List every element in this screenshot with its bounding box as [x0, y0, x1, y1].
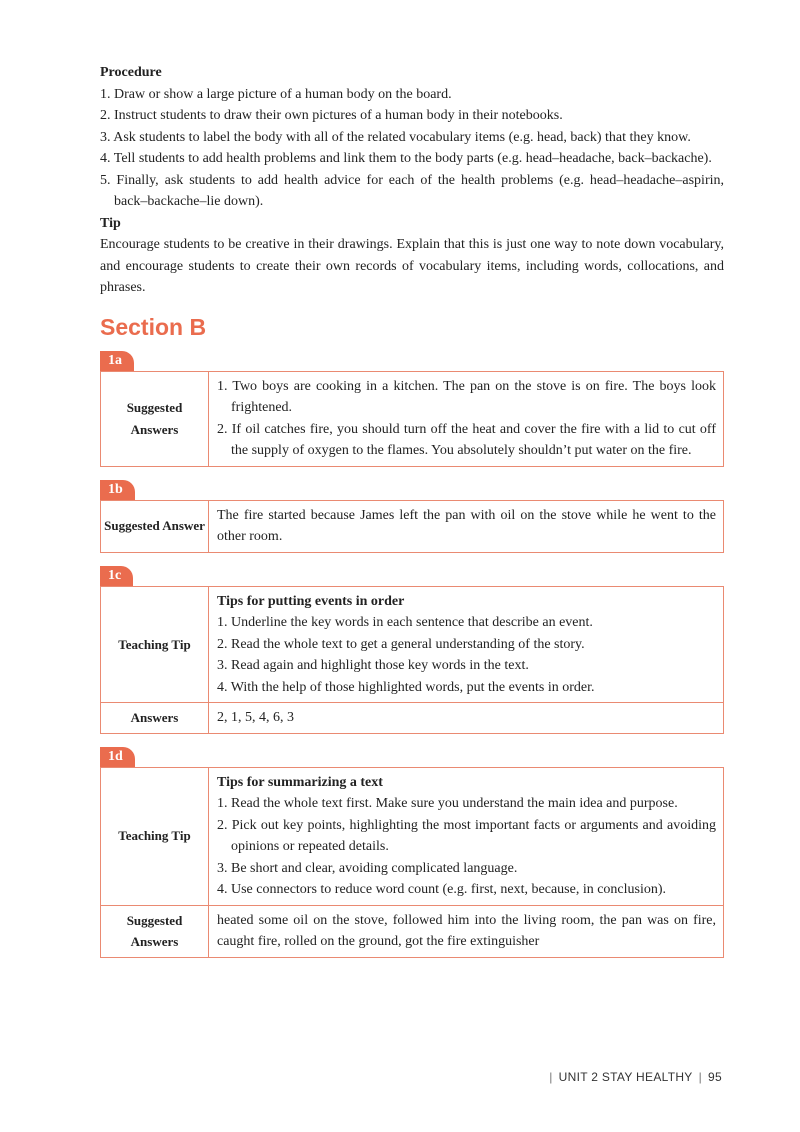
- page-number: 95: [708, 1070, 722, 1084]
- procedure-item: 5. Finally, ask students to add health advice for each of the health problems (e.g. head–headache–aspirin, back–backache–lie down).: [100, 172, 724, 209]
- row-label: Suggested Answer: [101, 500, 209, 552]
- exercise-1b: [100, 480, 724, 553]
- exercise-1a: [100, 351, 724, 467]
- row-content: heated some oil on the stove, followed him into the living room, the pan was on fire, caught fire, rolled on the ground, got the fire extinguisher: [209, 905, 724, 957]
- exercise-tag: 1c: [100, 566, 133, 586]
- exercise-tag: 1a: [100, 351, 134, 371]
- tip-item: 4. Use connectors to reduce word count (e.g. first, next, because, in conclusion).: [217, 882, 667, 897]
- exercise-tag: 1d: [100, 747, 135, 767]
- answer-item: 1. Two boys are cooking in a kitchen. The pan on the stove is on fire. The boys look frightened.: [217, 378, 716, 415]
- procedure-item: 1. Draw or show a large picture of a human body on the board.: [100, 86, 452, 102]
- procedure-item: 3. Ask students to label the body with all of the related vocabulary items (e.g. head, back) that they know.: [100, 129, 691, 145]
- row-content: [209, 767, 724, 905]
- procedure-section: [100, 62, 724, 213]
- tips-heading: Tips for putting events in order: [217, 593, 405, 609]
- procedure-item: 2. Instruct students to draw their own pictures of a human body in their notebooks.: [100, 108, 563, 123]
- tip-item: 3. Be short and clear, avoiding complicated language.: [217, 860, 518, 876]
- answer-item: 2. If oil catches fire, you should turn off the heat and cover the fire with a lid to cut off the supply of oxygen to the flames. You absolutely shouldn’t put water on the fire.: [217, 421, 716, 458]
- procedure-heading: Procedure: [100, 65, 162, 80]
- page-footer: | UNIT 2 STAY HEALTHY | 95: [549, 1070, 722, 1084]
- tip-heading: Tip: [100, 215, 121, 231]
- footer-unit: UNIT 2 STAY HEALTHY: [558, 1070, 693, 1084]
- row-label: Suggested Answers: [101, 371, 209, 466]
- tip-item: 4. With the help of those highlighted words, put the events in order.: [217, 679, 595, 695]
- row-label: Answers: [101, 703, 209, 734]
- tip-text: Encourage students to be creative in their drawings. Explain that this is just one way to note down vocabulary, and encourage students to create their own records of vocabulary items, including words, collocations, and phrases.: [100, 237, 724, 295]
- tips-heading: Tips for summarizing a text: [217, 774, 383, 790]
- tip-item: 1. Read the whole text first. Make sure you understand the main idea and purpose.: [217, 796, 678, 811]
- answer-table: [100, 586, 724, 734]
- row-label: Suggested Answers: [101, 905, 209, 957]
- tip-item: 2. Read the whole text to get a general understanding of the story.: [217, 636, 585, 652]
- row-content: [209, 371, 724, 466]
- exercise-1c: [100, 566, 724, 734]
- answer-table: [100, 767, 724, 958]
- section-title: Section B: [100, 313, 207, 340]
- answer-table: [100, 371, 724, 467]
- answer-table: [100, 500, 724, 553]
- page-content: [100, 62, 724, 971]
- row-content: [209, 586, 724, 703]
- row-content: The fire started because James left the pan with oil on the stove while he went to the other room.: [209, 500, 724, 552]
- tip-item: 1. Underline the key words in each sentence that describe an event.: [217, 615, 593, 630]
- procedure-item: 4. Tell students to add health problems and link them to the body parts (e.g. head–headache, back–backache).: [100, 151, 712, 166]
- exercise-tag: 1b: [100, 480, 135, 500]
- row-label: Teaching Tip: [101, 586, 209, 703]
- exercise-1d: [100, 747, 724, 958]
- tip-item: 3. Read again and highlight those key words in the text.: [217, 658, 529, 673]
- row-content: 2, 1, 5, 4, 6, 3: [209, 703, 724, 734]
- tip-section: [100, 213, 724, 299]
- row-label: Teaching Tip: [101, 767, 209, 905]
- tip-item: 2. Pick out key points, highlighting the most important facts or arguments and avoiding opinions or repeated details.: [217, 817, 716, 854]
